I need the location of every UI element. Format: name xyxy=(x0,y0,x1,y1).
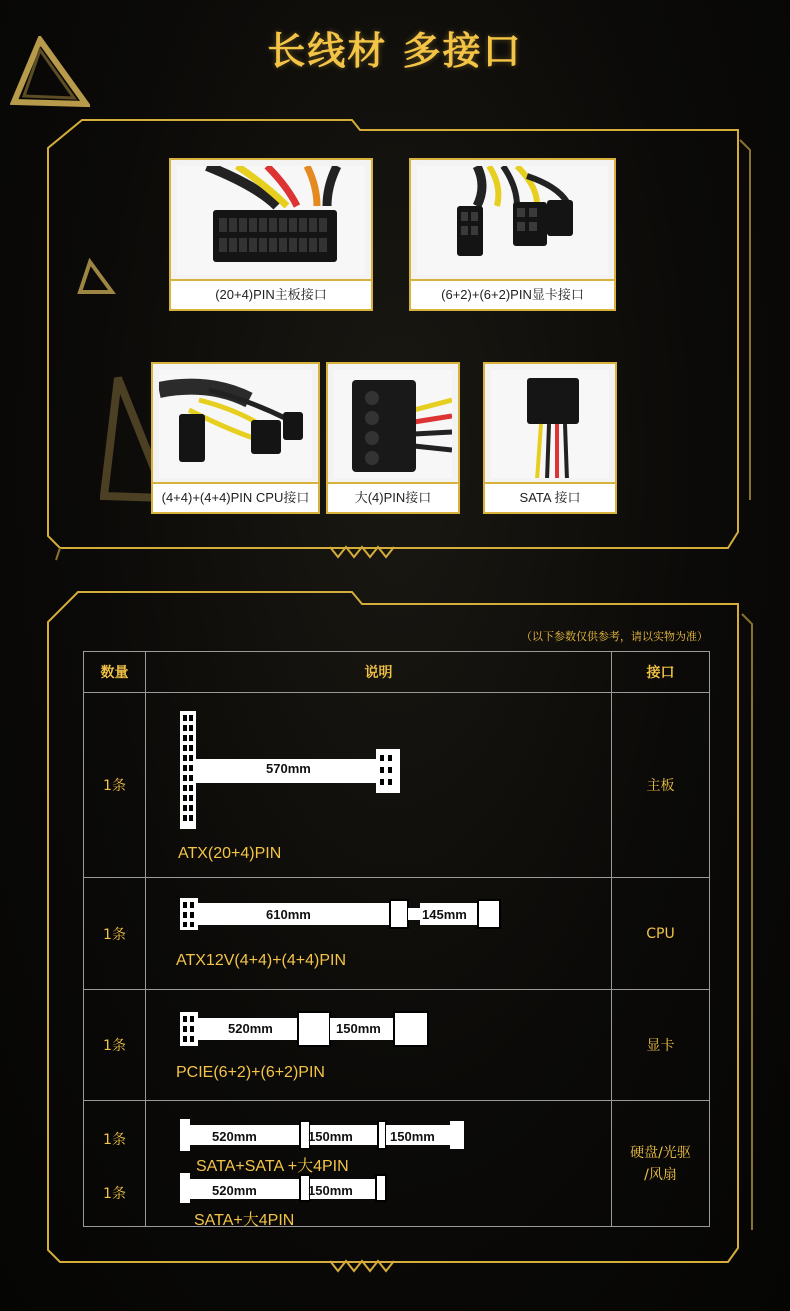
connector-card-pcie xyxy=(409,158,616,311)
table-row xyxy=(84,878,710,990)
cable-length: 520mm xyxy=(212,1129,257,1144)
port-cell: 主板 xyxy=(612,693,710,878)
cable-length: 610mm xyxy=(266,907,311,922)
port-cell: CPU xyxy=(612,878,710,990)
table-row xyxy=(84,990,710,1101)
cpu-8pin-connector-photo xyxy=(159,370,312,478)
qty-value: 1条 xyxy=(103,1132,126,1148)
cable-length: 520mm xyxy=(212,1183,257,1198)
header-desc: 说明 xyxy=(146,652,612,693)
desc-cell xyxy=(146,990,612,1101)
header-port: 接口 xyxy=(612,652,710,693)
qty-cell: 1条 xyxy=(84,990,146,1101)
port-cell xyxy=(612,1101,710,1227)
cable-length: 150mm xyxy=(336,1021,381,1036)
cable-length: 150mm xyxy=(308,1183,353,1198)
qty-cell xyxy=(84,1101,146,1227)
disclaimer-note: （以下参数仅供参考，请以实物为准） xyxy=(521,630,708,643)
connector-card-sata xyxy=(483,362,617,514)
qty-value: 1条 xyxy=(103,1186,126,1202)
connector-caption: SATA 接口 xyxy=(485,482,615,512)
molex-4pin-connector-photo xyxy=(334,370,452,478)
table-row xyxy=(84,693,710,878)
port-cell: 显卡 xyxy=(612,990,710,1101)
connector-caption: (20+4)PIN主板接口 xyxy=(171,279,371,309)
cable-type-label: PCIE(6+2)+(6+2)PIN xyxy=(176,1064,325,1081)
pcie-cable-diagram xyxy=(176,1010,436,1050)
connector-card-molex xyxy=(326,362,460,514)
sata-connector-photo xyxy=(491,370,609,478)
cable-type-label: ATX12V(4+4)+(4+4)PIN xyxy=(176,952,347,969)
connector-caption: (4+4)+(4+4)PIN CPU接口 xyxy=(153,482,318,512)
table-row xyxy=(84,1101,710,1227)
cable-type-label: ATX(20+4)PIN xyxy=(178,845,282,862)
spec-table xyxy=(83,651,710,1227)
connector-caption: 大(4)PIN接口 xyxy=(328,482,458,512)
connector-card-cpu xyxy=(151,362,320,514)
connector-caption: (6+2)+(6+2)PIN显卡接口 xyxy=(411,279,614,309)
cable-length: 145mm xyxy=(422,907,467,922)
connector-card-atx xyxy=(169,158,373,311)
cable-type-label: SATA+SATA +大4PIN xyxy=(196,1158,349,1175)
cable-type-label: SATA+大4PIN xyxy=(194,1212,295,1229)
atx-24pin-connector-photo xyxy=(177,166,365,275)
desc-cell xyxy=(146,878,612,990)
desc-cell xyxy=(146,1101,612,1227)
cable-length: 570mm xyxy=(266,761,311,776)
table-header-row xyxy=(84,652,710,693)
header-qty: 数量 xyxy=(84,652,146,693)
cable-length: 150mm xyxy=(308,1129,353,1144)
qty-cell: 1条 xyxy=(84,693,146,878)
pcie-8pin-connector-photo xyxy=(417,166,608,275)
cable-length: 150mm xyxy=(390,1129,435,1144)
desc-cell xyxy=(146,693,612,878)
qty-cell: 1条 xyxy=(84,878,146,990)
page-title: 长线材 多接口 xyxy=(267,29,523,73)
port-value: 硬盘/光驱 /风扇 xyxy=(630,1144,691,1183)
cable-length: 520mm xyxy=(228,1021,273,1036)
